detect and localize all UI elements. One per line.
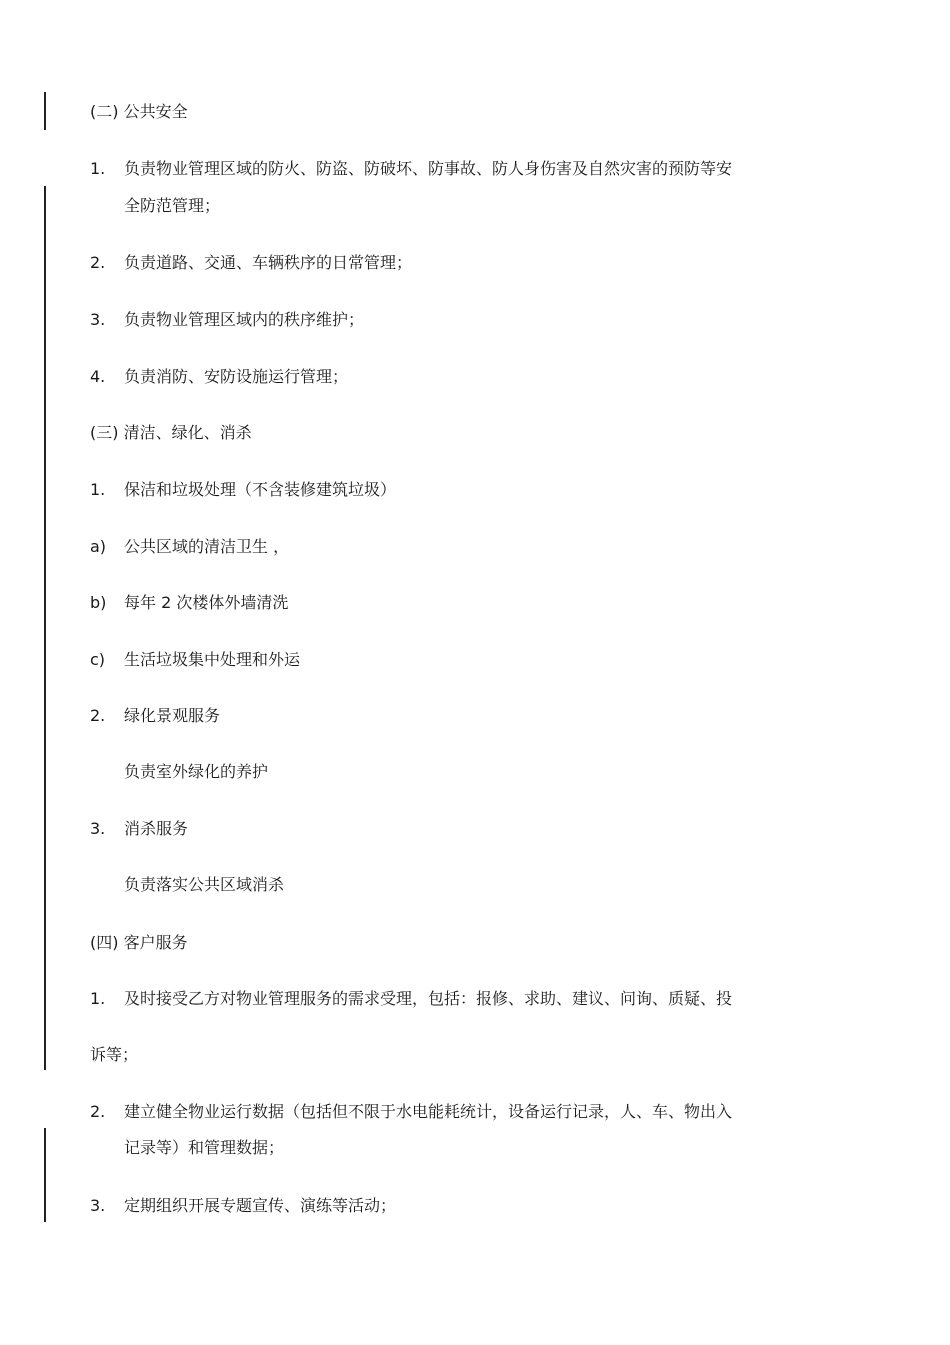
list-item-number: 3.: [90, 1196, 106, 1215]
list-item-detail: 负责落实公共区域消杀: [124, 875, 285, 894]
list-item-number: 1.: [90, 989, 106, 1008]
list-item-text-continued: 记录等）和管理数据；: [124, 1138, 285, 1157]
list-item-number: 2.: [90, 253, 106, 272]
list-item-number: 2.: [90, 1102, 106, 1121]
section-heading-customer-service: (四) 客户服务: [90, 933, 188, 952]
list-item-text: 负责道路、交通、车辆秩序的日常管理；: [124, 253, 413, 272]
list-item-text: 绿化景观服务: [124, 706, 221, 725]
list-item-text: 负责消防、安防设施运行管理；: [124, 367, 349, 386]
sub-item-letter: c): [90, 650, 106, 669]
list-item-text: 负责物业管理区域内的秩序维护；: [124, 310, 365, 329]
list-item-detail: 负责室外绿化的养护: [124, 762, 269, 781]
list-item-text: 建立健全物业运行数据（包括但不限于水电能耗统计，设备运行记录，人、车、物出入: [124, 1102, 733, 1121]
list-item-text: 及时接受乙方对物业管理服务的需求受理，包括：报修、求助、建议、问询、质疑、投: [124, 989, 733, 1008]
sub-item-letter: a): [90, 537, 107, 556]
sub-item-text: 每年 2 次楼体外墙清洗: [124, 593, 289, 612]
list-item-text: 保洁和垃圾处理（不含装修建筑垃圾）: [124, 480, 397, 499]
sub-item-text: 生活垃圾集中处理和外运: [124, 650, 301, 669]
change-bar: [44, 1128, 46, 1222]
list-item-number: 1.: [90, 480, 106, 499]
list-item-text: 消杀服务: [124, 819, 189, 838]
change-bar: [44, 92, 46, 130]
list-item-number: 3.: [90, 819, 106, 838]
list-item-text: 定期组织开展专题宣传、演练等活动；: [124, 1196, 397, 1215]
list-item-text-continued: 全防范管理；: [124, 196, 221, 215]
list-item-number: 1.: [90, 159, 106, 178]
change-bar: [44, 186, 46, 1070]
list-item-number: 2.: [90, 706, 106, 725]
sub-item-text: 公共区域的清洁卫生 ，: [124, 537, 290, 556]
sub-item-letter: b): [90, 593, 107, 612]
list-item-text: 负责物业管理区域的防火、防盗、防破坏、防事故、防人身伤害及自然灾害的预防等安: [124, 159, 733, 178]
section-heading-public-safety: (二) 公共安全: [90, 102, 188, 121]
list-item-number: 4.: [90, 367, 106, 386]
list-item-number: 3.: [90, 310, 106, 329]
section-heading-cleaning: (三) 清洁、绿化、消杀: [90, 423, 252, 442]
list-item-text-continued: 诉等；: [90, 1045, 139, 1064]
